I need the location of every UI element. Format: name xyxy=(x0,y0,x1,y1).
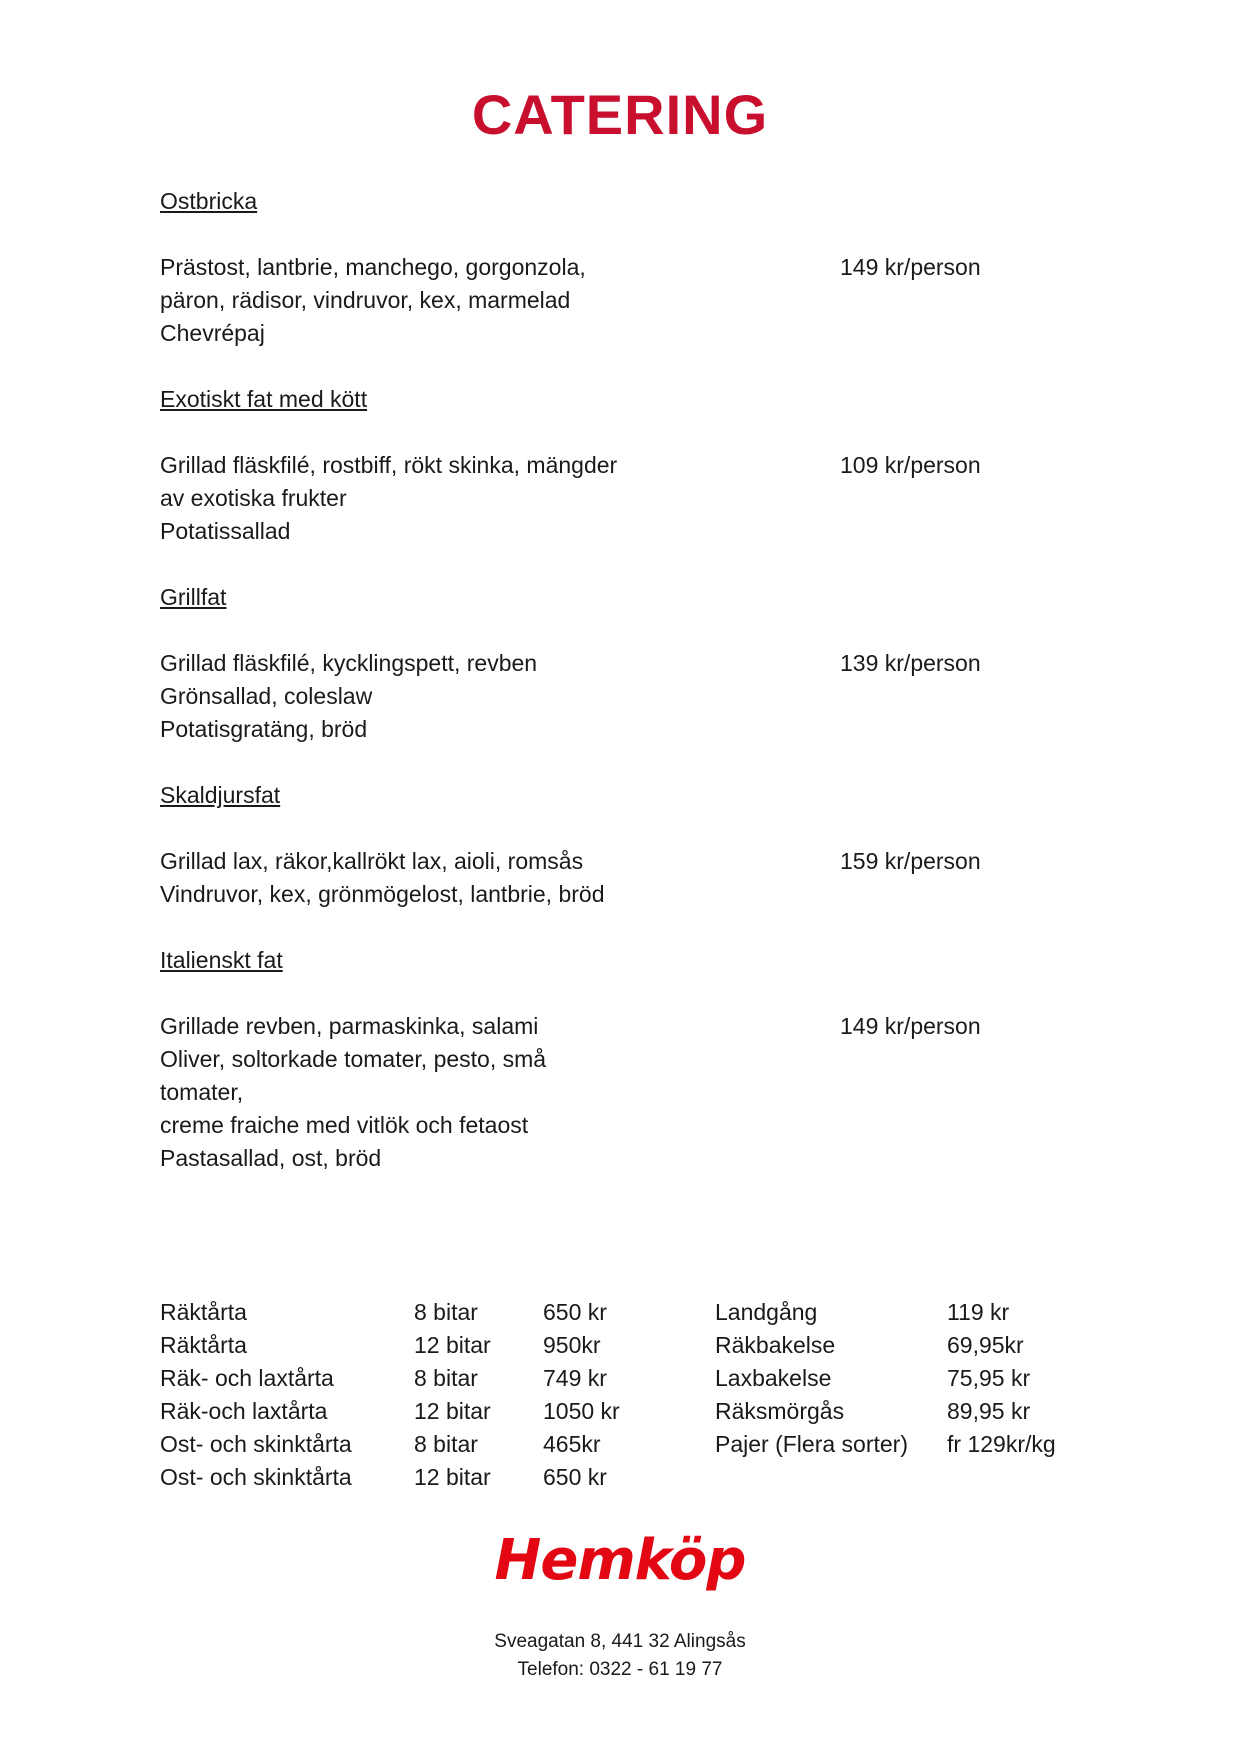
hemkop-logo: Hemköp xyxy=(494,1528,746,1593)
product-price: 650 kr xyxy=(543,1464,607,1490)
product-price: 749 kr xyxy=(543,1365,607,1391)
product-size: 8 bitar xyxy=(414,1365,478,1391)
section-line: Grillade revben, parmaskinka, salami xyxy=(160,1013,539,1039)
table-row xyxy=(160,1329,1107,1362)
product-name: Ost- och skinktårta xyxy=(160,1431,352,1457)
section-title: Grillfat xyxy=(160,584,227,610)
product-price: 75,95 kr xyxy=(947,1365,1031,1391)
section-line: Potatissallad xyxy=(160,518,291,544)
section-price: 149 kr/person xyxy=(840,1013,981,1039)
store-address: Sveagatan 8, 441 32 Alingsås xyxy=(494,1631,746,1652)
product-size: 12 bitar xyxy=(414,1464,491,1490)
store-phone: Telefon: 0322 - 61 19 77 xyxy=(517,1659,723,1680)
menu-section xyxy=(160,185,1080,350)
section-title: Skaldjursfat xyxy=(160,782,281,808)
product-price: 89,95 kr xyxy=(947,1398,1031,1424)
menu-section xyxy=(160,581,1080,746)
section-price: 149 kr/person xyxy=(840,254,981,280)
section-line: Grillad lax, räkor,kallrökt lax, aioli, romsås xyxy=(160,848,584,874)
section-price: 109 kr/person xyxy=(840,452,981,478)
page-title: CATERING xyxy=(471,83,769,146)
product-size: 12 bitar xyxy=(414,1332,491,1358)
product-name: Räkbakelse xyxy=(715,1332,836,1358)
product-price: 465kr xyxy=(543,1431,601,1457)
product-name: Laxbakelse xyxy=(715,1365,832,1391)
table-row xyxy=(160,1461,1107,1494)
section-line: tomater, xyxy=(160,1079,244,1105)
section-price: 159 kr/person xyxy=(840,848,981,874)
store-contact xyxy=(0,1628,1240,1684)
section-line: av exotiska frukter xyxy=(160,485,347,511)
product-name: Räk-och laxtårta xyxy=(160,1398,328,1424)
section-line: Grönsallad, coleslaw xyxy=(160,683,373,709)
section-title: Ostbricka xyxy=(160,188,258,214)
section-line: creme fraiche med vitlök och fetaost xyxy=(160,1112,529,1138)
menu-section xyxy=(160,944,1080,1175)
product-price: 950kr xyxy=(543,1332,601,1358)
menu-section xyxy=(160,779,1080,911)
product-price: 119 kr xyxy=(947,1299,1010,1325)
product-name: Räktårta xyxy=(160,1332,247,1358)
table-row xyxy=(160,1395,1107,1428)
product-price: 69,95kr xyxy=(947,1332,1024,1358)
price-list-table xyxy=(160,1296,1107,1494)
section-line: Vindruvor, kex, grönmögelost, lantbrie, bröd xyxy=(160,881,605,907)
table-row xyxy=(160,1428,1107,1461)
product-size: 8 bitar xyxy=(414,1299,478,1325)
product-name: Räk- och laxtårta xyxy=(160,1365,334,1391)
section-line: Pastasallad, ost, bröd xyxy=(160,1145,382,1171)
catering-menu xyxy=(160,185,1080,1208)
product-price: 1050 kr xyxy=(543,1398,620,1424)
section-line: Chevrépaj xyxy=(160,320,265,346)
section-line: Grillad fläskfilé, rostbiff, rökt skinka, mängder xyxy=(160,452,618,478)
product-price: fr 129kr/kg xyxy=(947,1431,1056,1457)
section-line: Oliver, soltorkade tomater, pesto, små xyxy=(160,1046,547,1072)
section-title: Italienskt fat xyxy=(160,947,283,973)
product-name: Räksmörgås xyxy=(715,1398,845,1424)
menu-section xyxy=(160,383,1080,548)
section-line: päron, rädisor, vindruvor, kex, marmelad xyxy=(160,287,571,313)
product-name: Pajer (Flera sorter) xyxy=(715,1431,908,1457)
section-title: Exotiskt fat med kött xyxy=(160,386,368,412)
section-price: 139 kr/person xyxy=(840,650,981,676)
section-line: Potatisgratäng, bröd xyxy=(160,716,368,742)
table-row xyxy=(160,1362,1107,1395)
section-line: Grillad fläskfilé, kycklingspett, revben xyxy=(160,650,538,676)
product-name xyxy=(715,1461,947,1494)
product-price xyxy=(947,1461,1107,1494)
table-row xyxy=(160,1296,1107,1329)
product-name: Ost- och skinktårta xyxy=(160,1464,352,1490)
product-name: Landgång xyxy=(715,1299,818,1325)
product-name: Räktårta xyxy=(160,1299,247,1325)
section-line: Prästost, lantbrie, manchego, gorgonzola, xyxy=(160,254,586,280)
product-price: 650 kr xyxy=(543,1299,607,1325)
product-size: 8 bitar xyxy=(414,1431,478,1457)
product-size: 12 bitar xyxy=(414,1398,491,1424)
